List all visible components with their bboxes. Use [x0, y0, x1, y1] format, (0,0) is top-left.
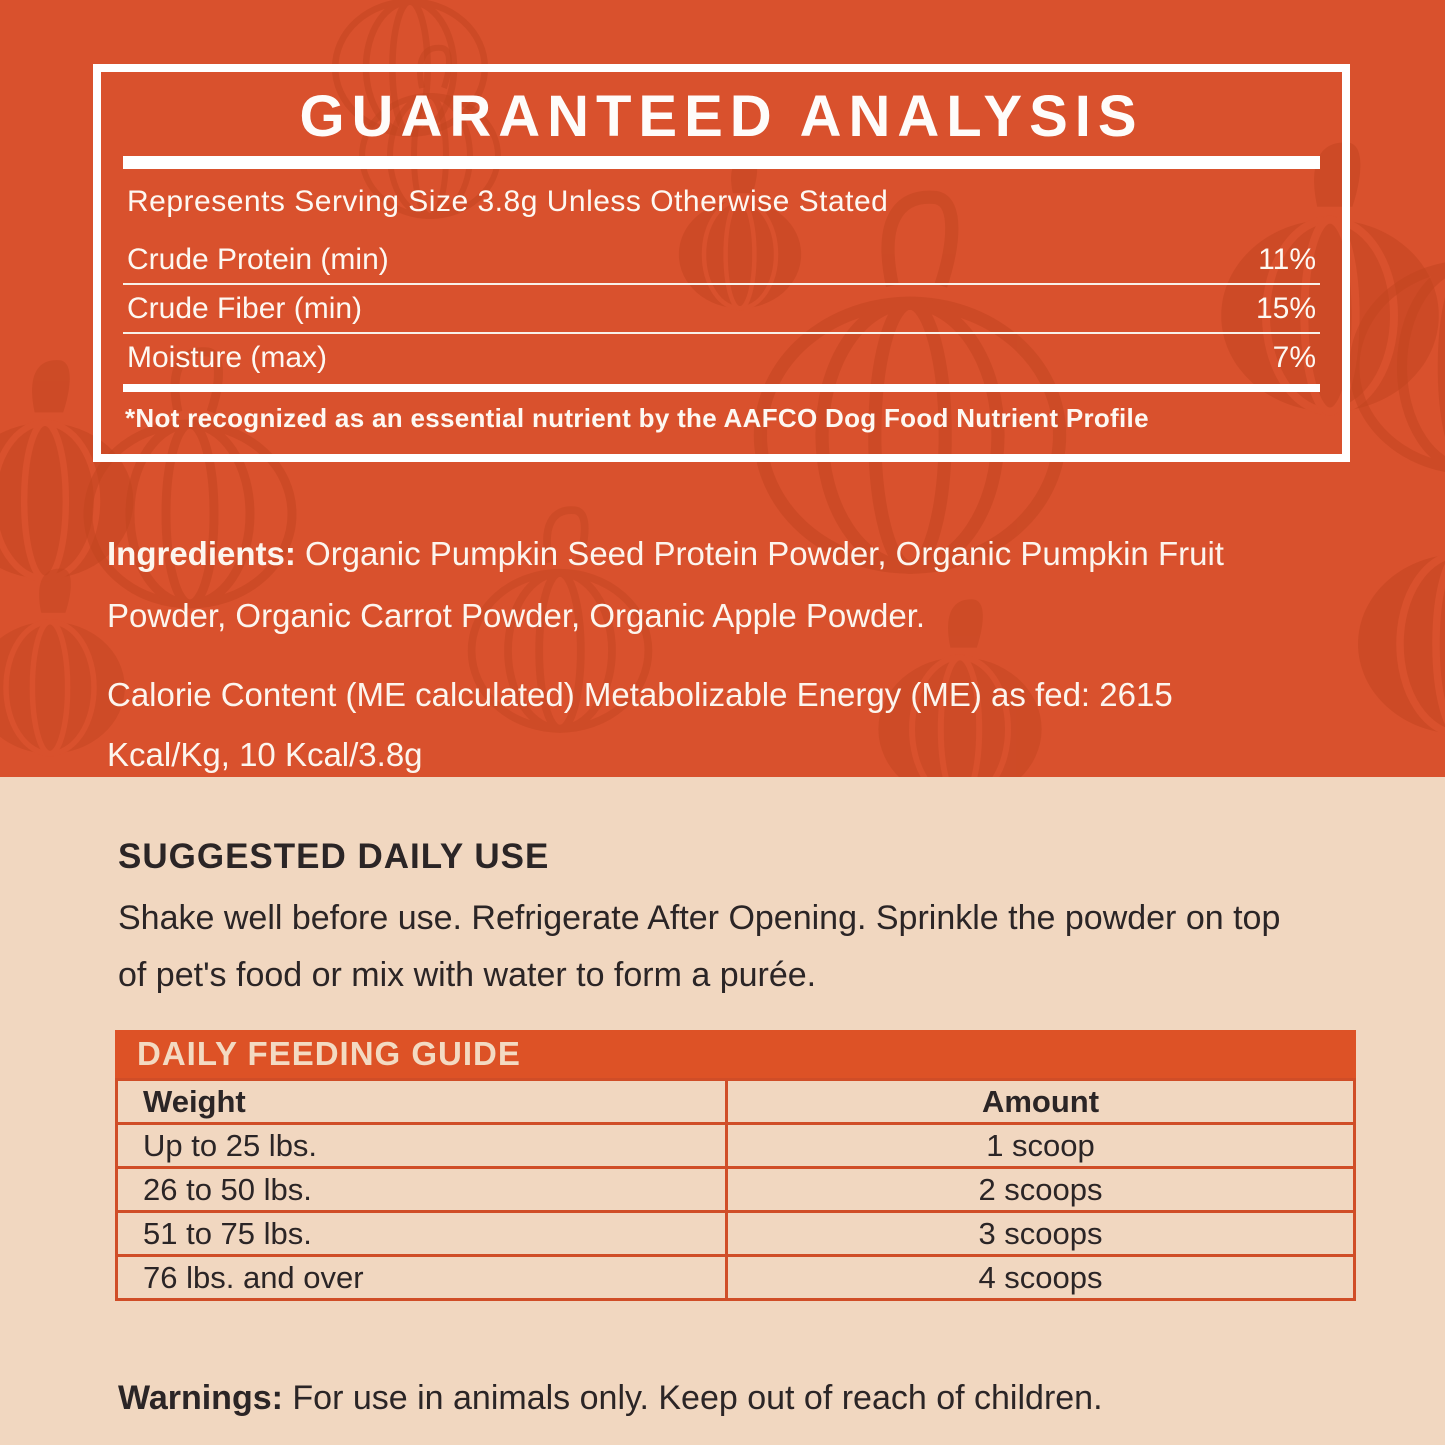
- amount-cell: 4 scoops: [727, 1256, 1355, 1300]
- weight-column-header: Weight: [117, 1080, 727, 1124]
- pumpkin-icon: [1358, 482, 1445, 734]
- nutrient-label: Crude Fiber (min): [127, 292, 363, 325]
- daily-feeding-guide-header: [115, 1030, 1356, 1078]
- table-row: [117, 1124, 1355, 1168]
- footnote-separator: [123, 384, 1320, 392]
- title-underline: [123, 156, 1320, 169]
- nutrient-rows: [123, 236, 1320, 381]
- warnings-paragraph: [118, 1379, 1368, 1418]
- nutrient-value: 7%: [1272, 341, 1316, 374]
- daily-feeding-table-wrap: [115, 1078, 1356, 1301]
- weight-cell: 76 lbs. and over: [117, 1256, 727, 1300]
- amount-column-header: Amount: [727, 1080, 1355, 1124]
- suggested-daily-use-heading: SUGGESTED DAILY USE: [118, 837, 550, 876]
- nutrient-value: 11%: [1258, 243, 1316, 276]
- table-row: [117, 1256, 1355, 1300]
- usage-panel: [0, 777, 1445, 1445]
- serving-size-note: Represents Serving Size 3.8g Unless Otherwise Stated: [127, 185, 889, 218]
- calorie-content-paragraph: Calorie Content (ME calculated) Metabolizable Energy (ME) as fed: 2615 Kcal/Kg, 10 Kcal/3.8g: [107, 676, 1173, 773]
- weight-cell: 26 to 50 lbs.: [117, 1168, 727, 1212]
- nutrient-row: [123, 285, 1320, 334]
- guaranteed-analysis-box: [93, 64, 1350, 462]
- nutrient-row: [123, 334, 1320, 381]
- ingredients-label: Ingredients:: [107, 535, 296, 572]
- nutrient-value: 15%: [1255, 292, 1316, 325]
- amount-cell: 3 scoops: [727, 1212, 1355, 1256]
- warnings-label: Warnings:: [118, 1379, 283, 1417]
- table-header-row: [117, 1080, 1355, 1124]
- suggested-daily-use-body: Shake well before use. Refrigerate After Opening. Sprinkle the powder on top of pet's food or mix with water to form a purée.: [118, 899, 1281, 994]
- nutrient-row: [123, 236, 1320, 285]
- aafco-footnote: *Not recognized as an essential nutrient by the AAFCO Dog Food Nutrient Profile: [125, 403, 1149, 433]
- weight-cell: 51 to 75 lbs.: [117, 1212, 727, 1256]
- ingredients-paragraph: [107, 523, 1257, 647]
- nutrient-label: Crude Protein (min): [127, 243, 389, 276]
- daily-feeding-table: [115, 1078, 1356, 1301]
- guaranteed-analysis-title: GUARANTEED ANALYSIS: [299, 84, 1144, 149]
- nutrient-label: Moisture (max): [127, 341, 328, 374]
- warnings-text: For use in animals only. Keep out of reach of children.: [282, 1379, 1103, 1417]
- table-row: [117, 1212, 1355, 1256]
- ingredients-text: Organic Pumpkin Seed Protein Powder, Organic Pumpkin Fruit Powder, Organic Carrot Powder, Organic Apple Powder.: [107, 535, 1224, 634]
- daily-feeding-guide-title: DAILY FEEDING GUIDE: [137, 1035, 521, 1072]
- amount-cell: 2 scoops: [727, 1168, 1355, 1212]
- weight-cell: Up to 25 lbs.: [117, 1124, 727, 1168]
- table-row: [117, 1168, 1355, 1212]
- amount-cell: 1 scoop: [727, 1124, 1355, 1168]
